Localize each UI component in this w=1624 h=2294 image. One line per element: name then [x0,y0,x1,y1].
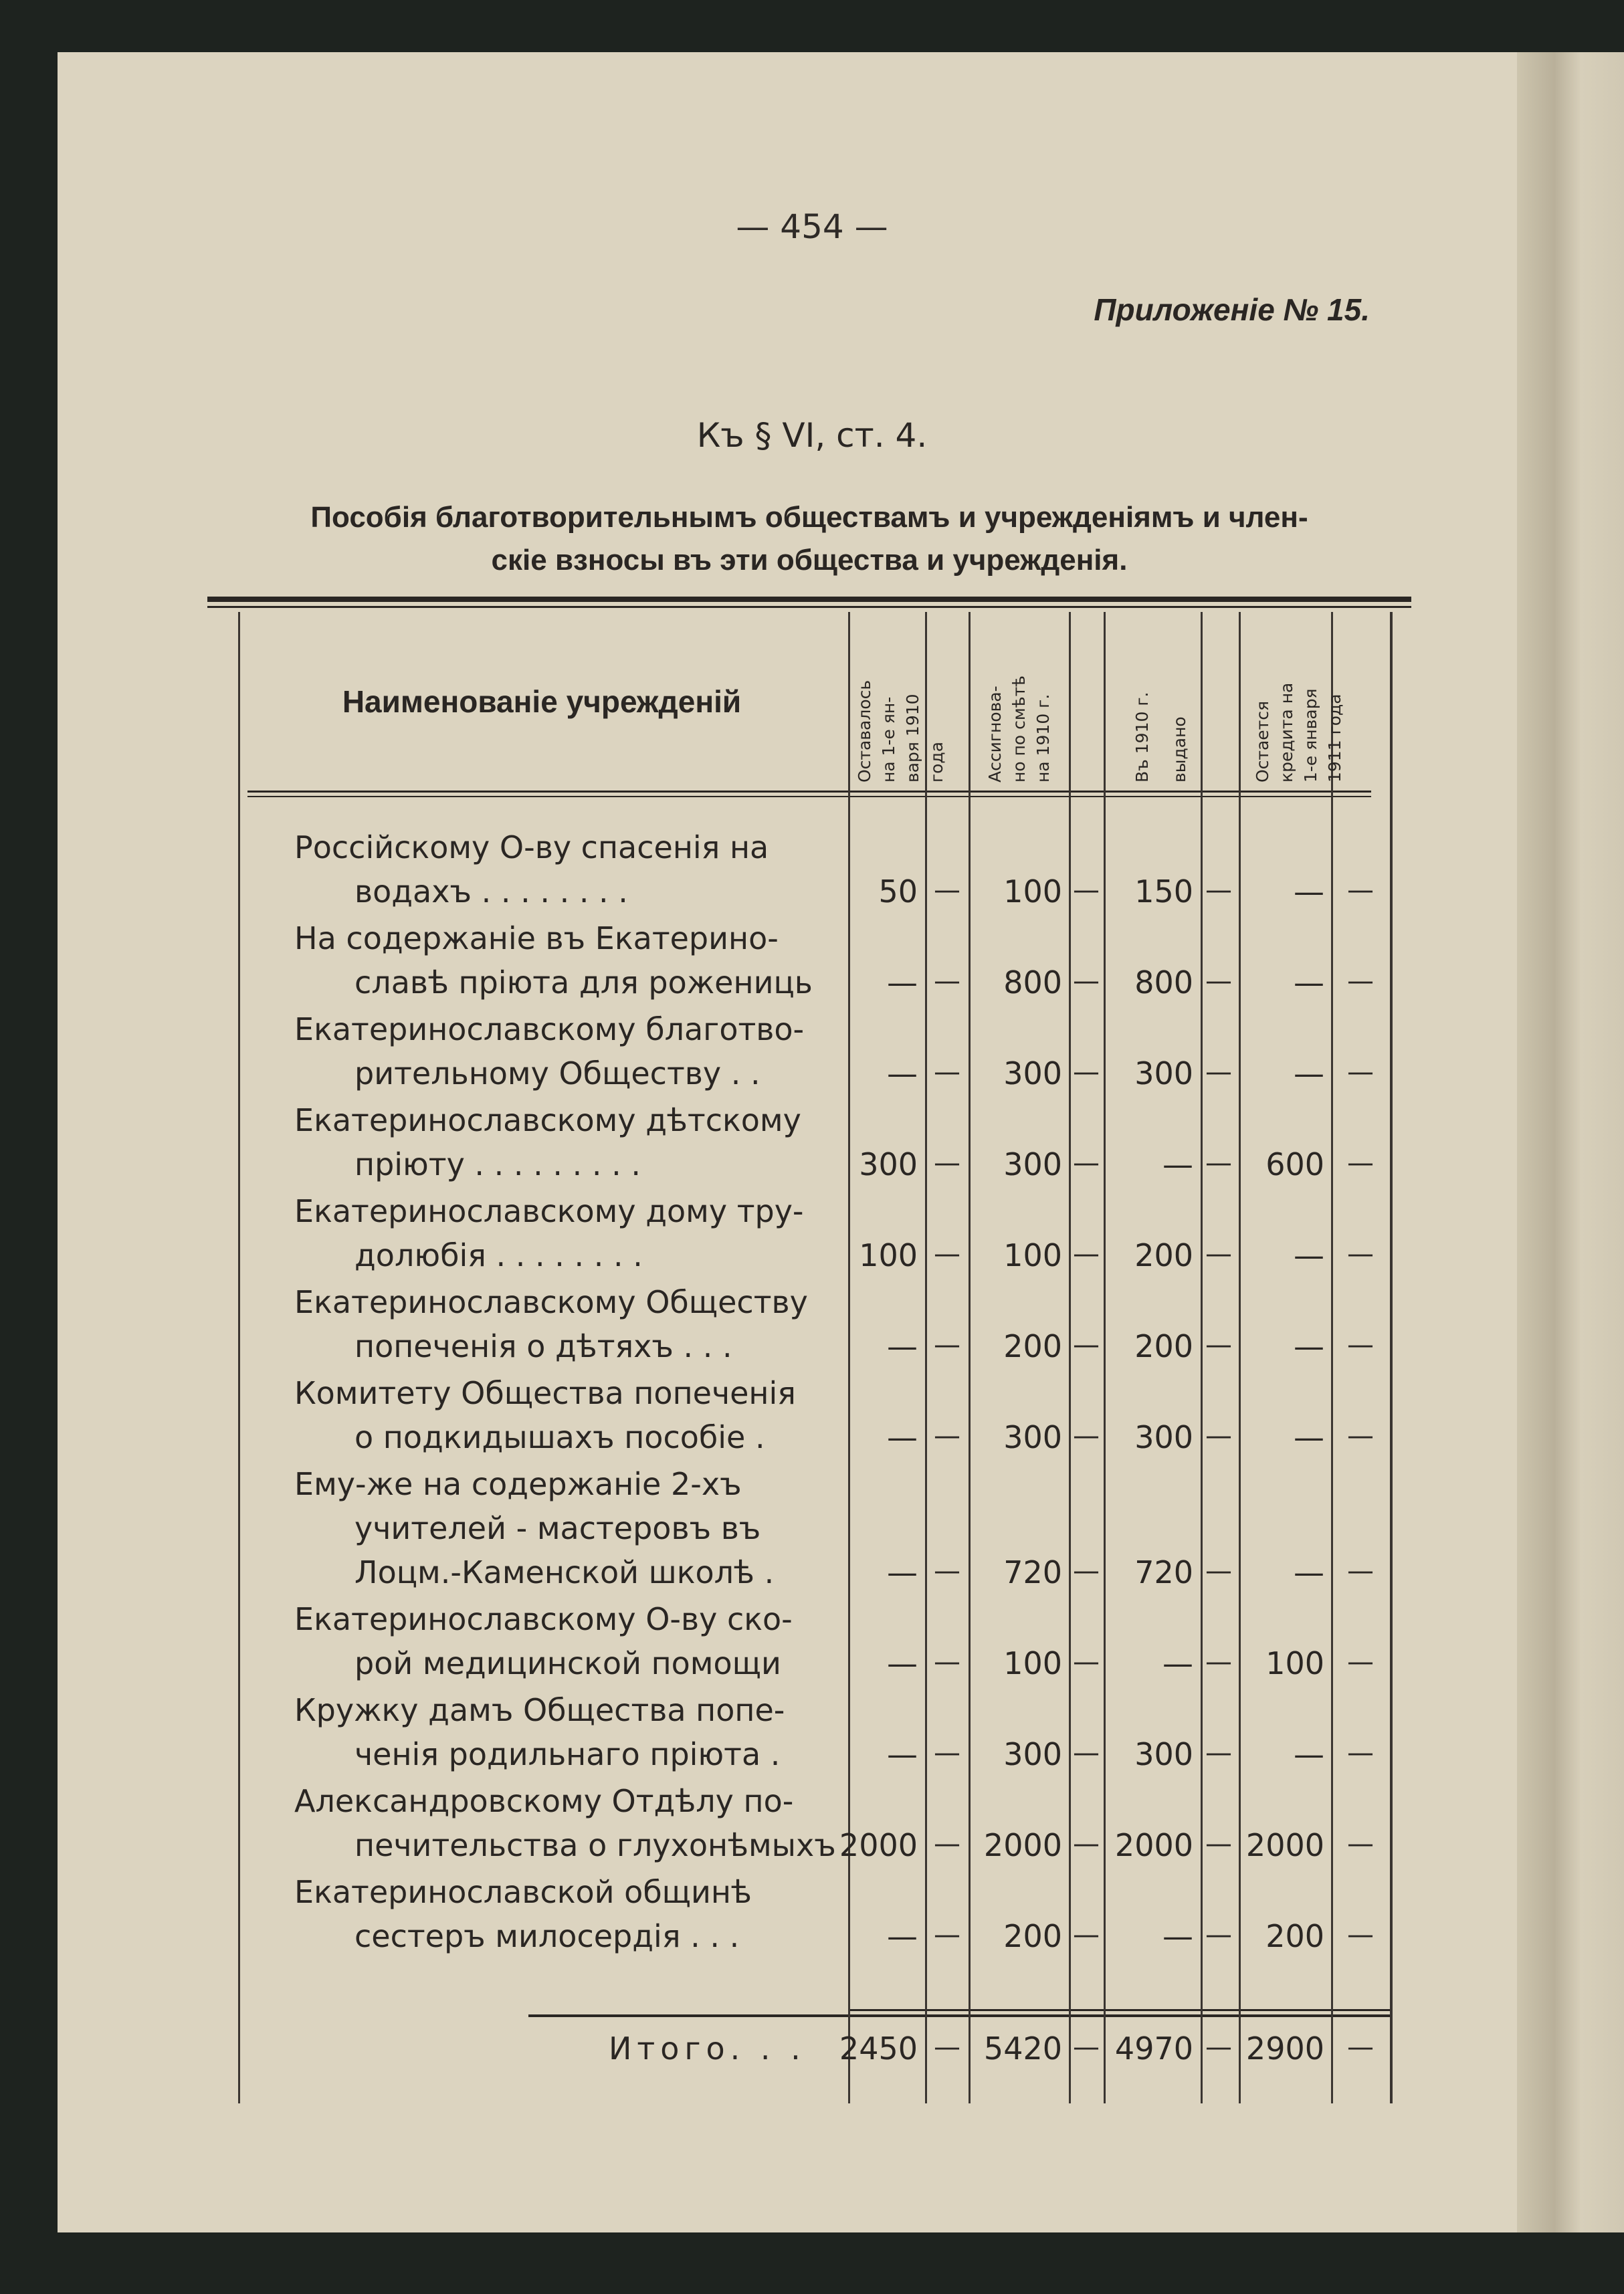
kopeck-dash: — [934,1239,960,1269]
column-header-remaining-1910 [853,622,949,783]
value-cell: — [887,1419,918,1455]
kopeck-dash: — [934,1057,960,1087]
header-text: на 1910 г. [1033,694,1053,783]
total-value-cell: 5420 [983,2030,1062,2067]
header-text: варя 1910 [903,694,922,783]
kopeck-dash: — [1073,1057,1100,1087]
header-text: 1-е января [1301,688,1320,783]
institution-name-line: о подкидышахъ пособіе . [354,1419,765,1455]
institution-name-line: Александровскому Отдѣлу по- [294,1783,794,1819]
value-cell: 200 [1003,1918,1062,1954]
institution-name-line: печительства о глухонѣмыхъ [354,1827,836,1863]
value-cell: 100 [1003,1645,1062,1681]
kopeck-dash: — [1205,2032,1232,2063]
header-text: Остается [1253,700,1272,783]
institution-name-line: пріюту . . . . . . . . . [354,1146,641,1182]
kopeck-dash: — [1347,1239,1374,1269]
institution-name-line: Россійскому О-ву спасенія на [294,829,769,865]
column-divider [1331,612,1333,2103]
institution-name-line: рой медицинской помощи [354,1645,781,1681]
kopeck-dash: — [1347,2032,1374,2063]
value-cell: 200 [1003,1328,1062,1364]
header-text: но по смѣтѣ [1009,675,1029,783]
value-cell: 100 [1265,1645,1324,1681]
kopeck-dash: — [1347,1738,1374,1768]
value-cell: — [887,1645,918,1681]
kopeck-dash: — [1073,1647,1100,1677]
value-cell: — [1162,1645,1193,1681]
section-reference: Къ § VI, ст. 4. [696,416,928,455]
kopeck-dash: — [1073,1239,1100,1269]
institution-name-line: На содержаніе въ Екатерино- [294,920,779,956]
value-cell: — [1294,1237,1324,1273]
value-cell: 100 [1003,873,1062,910]
kopeck-dash: — [1347,966,1374,997]
value-cell: 800 [1134,964,1193,1001]
value-cell: 150 [1134,873,1193,910]
kopeck-dash: — [1347,1647,1374,1677]
value-cell: — [1294,1554,1324,1590]
kopeck-dash: — [934,1148,960,1178]
value-cell: 300 [859,1146,918,1182]
kopeck-dash: — [1347,1829,1374,1859]
header-text: Ассигнова- [985,686,1005,783]
kopeck-dash: — [1205,1919,1232,1950]
kopeck-dash: — [1205,1421,1232,1451]
page-gutter [1517,52,1624,2232]
value-cell: — [1294,1055,1324,1091]
column-header-issued-1910 [1130,635,1192,783]
value-cell: 2000 [1245,1827,1324,1863]
kopeck-dash: — [1347,1330,1374,1360]
value-cell: 720 [1003,1554,1062,1590]
header-text: кредита на [1277,682,1296,783]
total-value-cell: 4970 [1114,2030,1193,2067]
table-top-rule [207,597,1411,602]
kopeck-dash: — [1073,1421,1100,1451]
kopeck-dash: — [1073,875,1100,906]
kopeck-dash: — [1073,1556,1100,1586]
kopeck-dash: — [934,1829,960,1859]
kopeck-dash: — [1347,1148,1374,1178]
value-cell: 50 [878,873,918,910]
institution-name-line: ченія родильнаго пріюта . [354,1736,781,1772]
kopeck-dash: — [934,966,960,997]
value-cell: — [1294,1419,1324,1455]
kopeck-dash: — [934,1330,960,1360]
kopeck-dash: — [1073,2032,1100,2063]
institution-name-line: долюбія . . . . . . . . [354,1237,643,1273]
value-cell: — [887,1918,918,1954]
document-title [241,496,1378,582]
table-right-border [1390,612,1393,2103]
title-line-1: Пособія благотворительнымъ обществамъ и учрежденіямъ и член- [310,501,1308,534]
institution-name-line: рительному Обществу . . [354,1055,760,1091]
header-text: года [927,741,946,783]
kopeck-dash: — [1073,1738,1100,1768]
value-cell: 200 [1134,1328,1193,1364]
kopeck-dash: — [1205,1148,1232,1178]
kopeck-dash: — [1347,1919,1374,1950]
institution-name-line: Екатеринославскому дѣтскому [294,1102,801,1138]
institution-name-line: Екатеринославскому дому тру- [294,1193,804,1229]
kopeck-dash: — [1073,1330,1100,1360]
value-cell: 2000 [983,1827,1062,1863]
kopeck-dash: — [1347,1556,1374,1586]
value-cell: — [887,1554,918,1590]
kopeck-dash: — [1205,875,1232,906]
kopeck-dash: — [1205,1647,1232,1677]
kopeck-dash: — [934,875,960,906]
institution-name-line: сестеръ милосердія . . . [354,1918,740,1954]
column-divider [925,612,927,2103]
value-cell: 300 [1134,1736,1193,1772]
kopeck-dash: — [1205,1556,1232,1586]
header-bottom-rule-thin [247,796,1371,797]
institution-name-line: Екатеринославскому О-ву ско- [294,1601,793,1637]
kopeck-dash: — [1073,966,1100,997]
kopeck-dash: — [1205,1239,1232,1269]
header-text: выдано [1170,716,1189,783]
value-cell: 300 [1134,1055,1193,1091]
title-line-2: скіе взносы въ эти общества и учрежденія. [491,544,1128,577]
kopeck-dash: — [1073,1919,1100,1950]
kopeck-dash: — [1205,966,1232,997]
institution-name-line: славѣ пріюта для рожениць [354,964,813,1001]
appendix-label: Приложеніе № 15. [1094,292,1370,327]
value-cell: — [887,1736,918,1772]
value-cell: 300 [1003,1419,1062,1455]
institution-name-line: попеченія о дѣтяхъ . . . [354,1328,732,1364]
kopeck-dash: — [934,1421,960,1451]
value-cell: 720 [1134,1554,1193,1590]
kopeck-dash: — [934,1556,960,1586]
kopeck-dash: — [1347,875,1374,906]
kopeck-dash: — [934,1647,960,1677]
column-divider [1069,612,1071,2103]
value-cell: 300 [1003,1146,1062,1182]
institution-name-line: Екатеринославскому Обществу [294,1284,808,1320]
value-cell: — [1294,1328,1324,1364]
institution-name-line: Лоцм.-Каменской школѣ . [354,1554,775,1590]
header-text: 1911 года [1325,694,1344,783]
value-cell: 300 [1134,1419,1193,1455]
kopeck-dash: — [934,1738,960,1768]
column-divider [1201,612,1203,2103]
institution-name-line: учителей - мастеровъ въ [354,1510,761,1546]
table-left-border [238,612,240,2103]
value-cell: 2000 [1114,1827,1193,1863]
kopeck-dash: — [1205,1829,1232,1859]
institution-name-line: водахъ . . . . . . . . [354,873,628,910]
total-value-cell: 2450 [839,2030,918,2067]
total-value-cell: 2900 [1245,2030,1324,2067]
institution-name-line: Ему-же на содержаніе 2-хъ [294,1466,742,1502]
value-cell: — [1162,1146,1193,1182]
value-cell: — [887,1328,918,1364]
header-text: Оставалось [855,680,874,783]
total-label: Итого. . . [609,2030,806,2067]
column-header-name: Наименованіе учрежденій [342,684,742,719]
column-header-remaining-1911 [1251,622,1347,783]
value-cell: 600 [1265,1146,1324,1182]
kopeck-dash: — [934,1919,960,1950]
kopeck-dash: — [1347,1057,1374,1087]
value-cell: 200 [1134,1237,1193,1273]
kopeck-dash: — [1205,1057,1232,1087]
kopeck-dash: — [1073,1148,1100,1178]
value-cell: — [1294,873,1324,910]
kopeck-dash: — [1073,1829,1100,1859]
value-cell: — [1162,1918,1193,1954]
value-cell: — [1294,964,1324,1001]
header-bottom-rule [247,791,1371,793]
kopeck-dash: — [1205,1330,1232,1360]
value-cell: — [887,1055,918,1091]
page-number: — 454 — [736,207,888,246]
header-text: Въ 1910 г. [1132,692,1152,783]
value-cell: 800 [1003,964,1062,1001]
value-cell: — [887,964,918,1001]
institution-name-line: Екатеринославской общинѣ [294,1874,752,1910]
value-cell: 100 [1003,1237,1062,1273]
table-top-rule-thin [207,606,1411,608]
value-cell: 300 [1003,1055,1062,1091]
kopeck-dash: — [1347,1421,1374,1451]
value-cell: 300 [1003,1736,1062,1772]
total-rule [528,2014,1391,2017]
value-cell: 200 [1265,1918,1324,1954]
value-cell: 2000 [839,1827,918,1863]
kopeck-dash: — [934,2032,960,2063]
page-paper [58,52,1624,2232]
kopeck-dash: — [1205,1738,1232,1768]
institution-name-line: Кружку дамъ Общества попе- [294,1692,785,1728]
institution-name-line: Екатеринославскому благотво- [294,1011,805,1047]
value-cell: — [1294,1736,1324,1772]
value-cell: 100 [859,1237,918,1273]
institution-name-line: Комитету Общества попеченія [294,1375,796,1411]
header-text: на 1-е ян- [879,696,898,783]
total-rule-upper [849,2009,1391,2011]
column-header-assigned-1910 [983,622,1055,783]
